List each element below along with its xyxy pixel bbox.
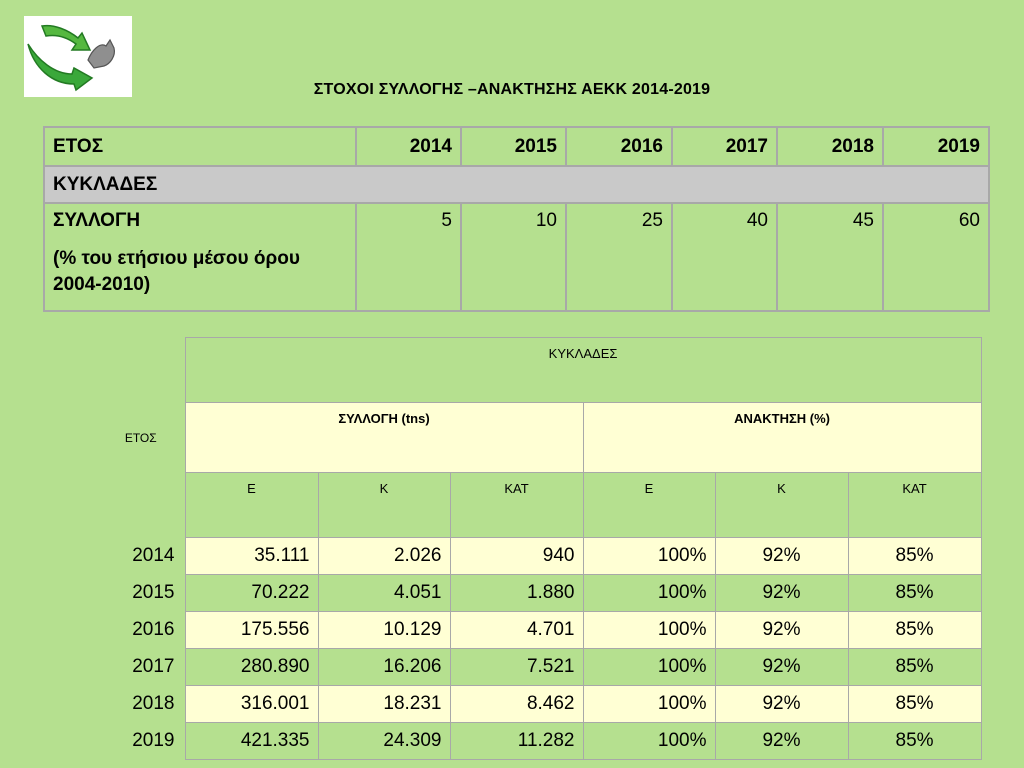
region-header-row — [97, 338, 981, 403]
recovery-e-cell: 100% — [583, 649, 715, 686]
collection-e-cell: 175.556 — [185, 612, 318, 649]
recovery-e-cell: 100% — [583, 575, 715, 612]
recovery-k-cell: 92% — [715, 612, 848, 649]
table-row — [97, 575, 981, 612]
collection-value-cell: 25 — [566, 203, 672, 311]
collection-kat-cell: 4.701 — [450, 612, 583, 649]
collection-kat-cell: 8.462 — [450, 686, 583, 723]
collection-k-cell: 24.309 — [318, 723, 450, 760]
collection-row — [44, 203, 989, 311]
collection-e-cell: 421.335 — [185, 723, 318, 760]
subheader-cell: ΚΑΤ — [450, 473, 583, 538]
collection-value-cell: 5 — [356, 203, 461, 311]
recovery-kat-cell: 85% — [848, 686, 981, 723]
region-cell: ΚΥΚΛΑΔΕΣ — [44, 166, 989, 203]
collection-e-cell: 316.001 — [185, 686, 318, 723]
recovery-e-cell: 100% — [583, 538, 715, 575]
subheader-cell: Ε — [583, 473, 715, 538]
recovery-k-cell: 92% — [715, 538, 848, 575]
collection-e-cell: 280.890 — [185, 649, 318, 686]
collection-value-cell: 60 — [883, 203, 989, 311]
collection-e-cell: 70.222 — [185, 575, 318, 612]
recovery-k-cell: 92% — [715, 686, 848, 723]
collection-value-cell: 40 — [672, 203, 777, 311]
year-cell: 2017 — [132, 656, 175, 677]
region-row — [44, 166, 989, 203]
collection-kat-cell: 11.282 — [450, 723, 583, 760]
year-cell: 2015 — [132, 582, 175, 603]
region-header-cell: ΚΥΚΛΑΔΕΣ — [185, 338, 981, 403]
collection-group-header: ΣΥΛΛΟΓΗ (tns) — [185, 403, 583, 473]
recovery-e-cell: 100% — [583, 686, 715, 723]
collection-value-cell: 45 — [777, 203, 883, 311]
collection-value-cell: 10 — [461, 203, 566, 311]
recovery-kat-cell: 85% — [848, 612, 981, 649]
recovery-kat-cell: 85% — [848, 649, 981, 686]
year-header-cell: 2018 — [777, 127, 883, 166]
targets-summary-table — [43, 126, 990, 312]
year-cell: 2018 — [132, 693, 175, 714]
slide-title: ΣΤΟΧΟΙ ΣΥΛΛΟΓΗΣ –ΑΝΑΚΤΗΣΗΣ ΑΕΚΚ 2014-2019 — [313, 81, 711, 98]
collection-kat-cell: 940 — [450, 538, 583, 575]
year-cell: 2016 — [132, 619, 175, 640]
group-header-row — [97, 403, 981, 473]
recovery-k-cell: 92% — [715, 575, 848, 612]
collection-k-cell: 2.026 — [318, 538, 450, 575]
collection-label-cell — [44, 203, 356, 311]
subheader-cell: Κ — [318, 473, 450, 538]
collection-e-cell: 35.111 — [185, 538, 318, 575]
collection-label: ΣΥΛΛΟΓΗ — [53, 210, 141, 231]
table-row — [97, 649, 981, 686]
table-row — [97, 612, 981, 649]
recovery-k-cell: 92% — [715, 723, 848, 760]
table-header-row — [44, 127, 989, 166]
collection-k-cell: 4.051 — [318, 575, 450, 612]
subheader-row — [97, 473, 981, 538]
recovery-e-cell: 100% — [583, 723, 715, 760]
collection-k-cell: 18.231 — [318, 686, 450, 723]
collection-k-cell: 16.206 — [318, 649, 450, 686]
table-row — [97, 686, 981, 723]
year-header-cell: 2015 — [461, 127, 566, 166]
year-header-cell: 2016 — [566, 127, 672, 166]
collection-kat-cell: 1.880 — [450, 575, 583, 612]
year-header-cell: 2019 — [883, 127, 989, 166]
collection-k-cell: 10.129 — [318, 612, 450, 649]
recovery-k-cell: 92% — [715, 649, 848, 686]
recovery-e-cell: 100% — [583, 612, 715, 649]
year-cell: 2019 — [132, 730, 175, 751]
recovery-kat-cell: 85% — [848, 723, 981, 760]
collection-recovery-table — [97, 337, 982, 760]
year-header-cell: ΕΤΟΣ — [44, 127, 356, 166]
recovery-kat-cell: 85% — [848, 575, 981, 612]
subheader-cell: Ε — [185, 473, 318, 538]
table-row — [97, 538, 981, 575]
subheader-cell: ΚΑΤ — [848, 473, 981, 538]
subheader-cell: Κ — [715, 473, 848, 538]
recovery-kat-cell: 85% — [848, 538, 981, 575]
collection-sublabel: (% του ετήσιου μέσου όρου 2004-2010) — [53, 248, 300, 295]
year-header-cell: 2014 — [356, 127, 461, 166]
collection-kat-cell: 7.521 — [450, 649, 583, 686]
year-header-cell: 2017 — [672, 127, 777, 166]
year-cell: 2014 — [132, 545, 175, 566]
table-row — [97, 723, 981, 760]
year-column-header: ΕΤΟΣ — [124, 430, 157, 445]
recovery-group-header: ΑΝΑΚΤΗΣΗ (%) — [583, 403, 981, 473]
